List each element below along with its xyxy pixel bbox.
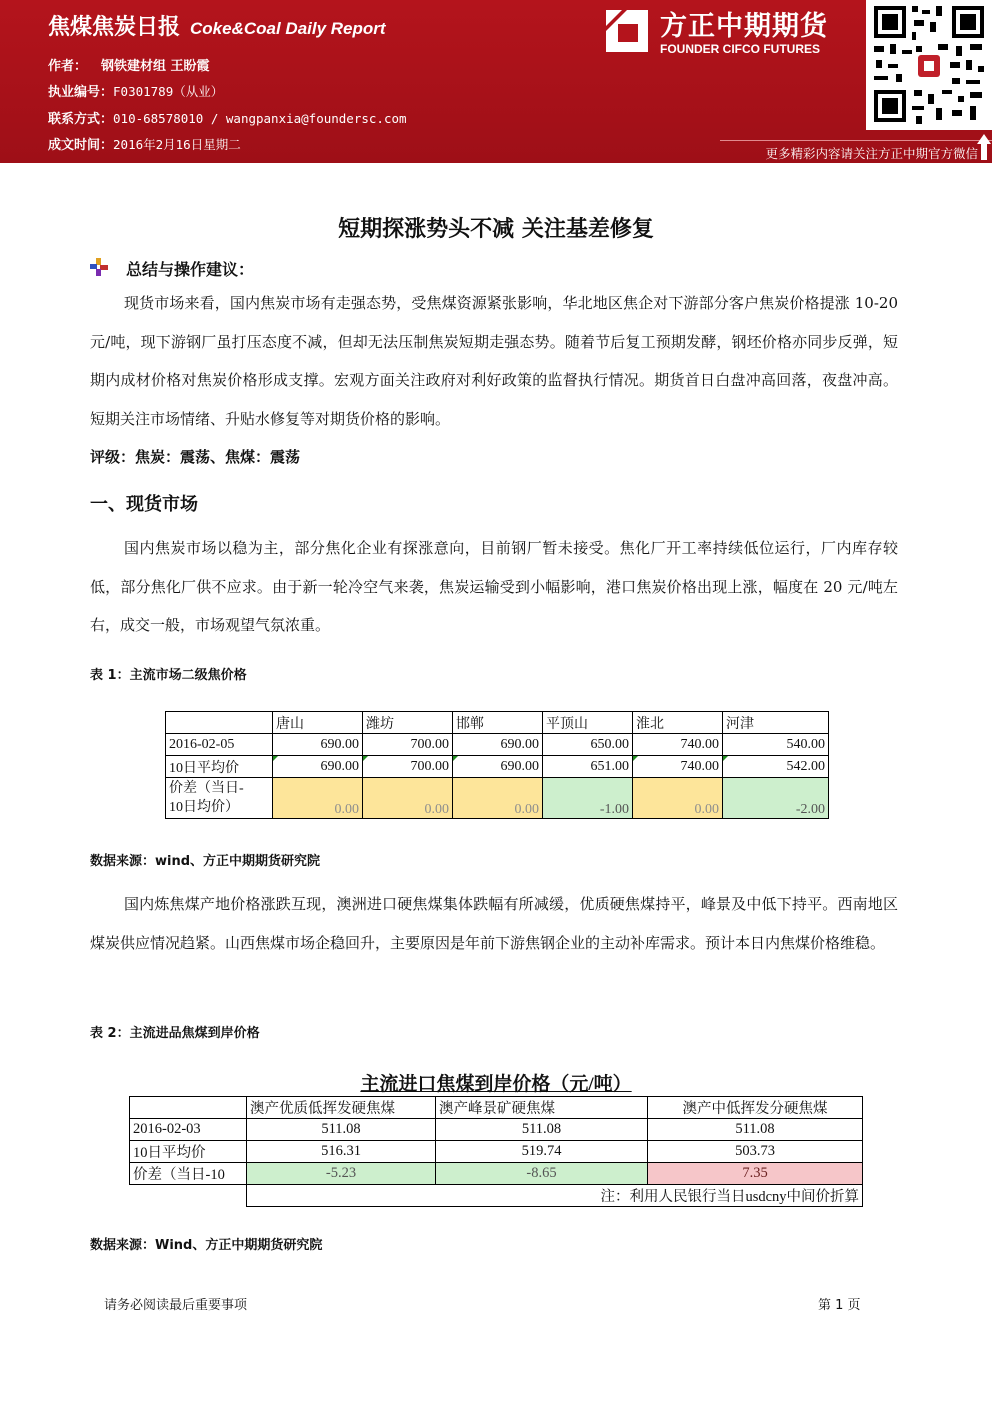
table-header-cell: [130, 1097, 247, 1119]
price-cell: 516.31: [247, 1141, 436, 1163]
table2-title: 主流进口焦煤到岸价格（元/吨）: [130, 1069, 863, 1097]
table-row: [130, 1119, 863, 1141]
table-header-cell: 邯郸: [453, 712, 543, 734]
coking-coal-paragraph: 国内炼焦煤产地价格涨跌互现，澳洲进口硬焦煤集体跌幅有所减缓，优质硬焦煤持平，峰景及中低下持平。西南地区煤炭供应情况趋紧。山西焦煤市场企稳回升，主要原因是年前下游焦钢企业的主动补库需求。预计本日内焦煤价格维稳。: [90, 895, 898, 952]
qr-code-icon: [866, 0, 992, 130]
price-cell: 740.00: [633, 734, 723, 756]
table-title-row: [130, 1069, 863, 1097]
follow-wechat-text: 更多精彩内容请关注方正中期官方微信: [765, 146, 978, 161]
table-row: [130, 1141, 863, 1163]
license-line: 执业编号：F0301789（从业）: [48, 84, 224, 100]
qr-code: [866, 0, 992, 130]
table-header-cell: 澳产中低挥发分硬焦煤: [648, 1097, 863, 1119]
table1-caption: 表 1：主流市场二级焦价格: [90, 668, 247, 683]
section-heading-spot-market: 一、现货市场: [90, 494, 198, 515]
diff-cell: 0.00: [453, 778, 543, 819]
diff-cell: -8.65: [436, 1163, 648, 1185]
price-cell: 700.00: [363, 756, 453, 778]
table2-note: 注：利用人民银行当日usdcny中间价折算: [247, 1185, 863, 1207]
price-cell: 690.00: [453, 734, 543, 756]
table2-caption: 表 2：主流进品焦煤到岸价格: [90, 1026, 260, 1041]
report-header: [0, 0, 992, 163]
spot-market-paragraph: 国内焦炭市场以稳为主，部分焦化企业有探涨意向，目前钢厂暂未接受。焦化厂开工率持续低位运行，厂内库存较低，部分焦化厂供不应求。由于新一轮冷空气来袭，焦炭运输受到小幅影响，港口焦炭价格出现上涨，幅度在 20 元/吨左右，成交一般，市场观望气氛浓重。: [90, 539, 898, 634]
arrow-up-icon: [976, 132, 992, 162]
diff-cell: -5.23: [247, 1163, 436, 1185]
date-value: 2016年2月16日星期二: [113, 137, 241, 152]
logo-text-cn: 方正中期期货: [660, 11, 828, 42]
summary-paragraph: 现货市场来看，国内焦炭市场有走强态势，受焦煤资源紧张影响，华北地区焦企对下游部分客户焦炭价格提涨 10-20 元/吨，现下游钢厂虽打压态度不减，但却无法压制焦炭短期走强态势。随着节后复工预期发酵，钢坯价格亦同步反弹，短期内成材价格对焦炭价格形成支撑。宏观方面关注政府对利好政策的监督执行情况。期货首日白盘冲高回落，夜盘冲高。短期关注市场情绪、升贴水修复等对期货价格的影响。: [90, 294, 898, 428]
price-cell: 650.00: [543, 734, 633, 756]
coke-price-table: [165, 711, 829, 819]
table-header-cell: 淮北: [633, 712, 723, 734]
table-header-row: [130, 1097, 863, 1119]
price-cell: 690.00: [273, 734, 363, 756]
table-header-cell: 河津: [723, 712, 829, 734]
price-cell: 690.00: [453, 756, 543, 778]
table2-source: 数据来源：Wind、方正中期期货研究院: [90, 1238, 323, 1253]
row-label: 10日平均价: [166, 756, 273, 778]
row-label: 2016-02-05: [166, 734, 273, 756]
founder-logo-icon: [604, 8, 650, 54]
footer-notice: 请务必阅读最后重要事项: [104, 1298, 248, 1313]
price-cell: 542.00: [723, 756, 829, 778]
license-value: F0301789（从业）: [113, 84, 224, 99]
table-header-cell: 澳产优质低挥发硬焦煤: [247, 1097, 436, 1119]
price-cell: 540.00: [723, 734, 829, 756]
table1-source: 数据来源：wind、方正中期期货研究院: [90, 854, 321, 869]
table-header-cell: 唐山: [273, 712, 363, 734]
logo-text-en: FOUNDER CIFCO FUTURES: [660, 42, 820, 56]
author-value: 钢铁建材组 王盼霞: [101, 59, 210, 74]
price-cell: 690.00: [273, 756, 363, 778]
row-label: 10日平均价: [130, 1141, 247, 1163]
diff-cell: -1.00: [543, 778, 633, 819]
price-cell: 519.74: [436, 1141, 648, 1163]
header-divider: [720, 140, 992, 141]
contact-value: 010-68578010 / wangpanxia@foundersc.com: [113, 111, 407, 126]
price-cell: 740.00: [633, 756, 723, 778]
price-cell: 511.08: [436, 1119, 648, 1141]
table-header-cell: [166, 712, 273, 734]
table-header-cell: 平顶山: [543, 712, 633, 734]
page-number: 第 1 页: [818, 1298, 861, 1313]
diff-cell: 0.00: [273, 778, 363, 819]
table-row: [166, 756, 829, 778]
contact-line: 联系方式：010-68578010 / wangpanxia@foundersc.com: [48, 111, 407, 127]
row-label: 2016-02-03: [130, 1119, 247, 1141]
table-row: [166, 734, 829, 756]
price-cell: 651.00: [543, 756, 633, 778]
table-header-cell: 潍坊: [363, 712, 453, 734]
rating-line: 评级：焦炭：震荡、焦煤：震荡: [90, 448, 301, 466]
table-note-row: [130, 1185, 863, 1207]
table-header-row: [166, 712, 829, 734]
diff-cell: -2.00: [723, 778, 829, 819]
summary-heading: 总结与操作建议：: [126, 260, 255, 279]
row-label: 价差（当日- 10日均价）: [166, 778, 273, 819]
price-cell: 511.08: [648, 1119, 863, 1141]
diff-cell: 0.00: [363, 778, 453, 819]
report-headline: 短期探涨势头不减 关注基差修复: [338, 216, 654, 242]
imported-coal-price-table: [129, 1069, 863, 1207]
price-cell: 511.08: [247, 1119, 436, 1141]
price-cell: 503.73: [648, 1141, 863, 1163]
report-title-bar: [48, 10, 386, 41]
row-label: 价差（当日-10: [130, 1163, 247, 1185]
table-row: [130, 1163, 863, 1185]
date-line: 成文时间：2016年2月16日星期二: [48, 137, 241, 153]
table-row: [166, 778, 829, 819]
price-cell: 700.00: [363, 734, 453, 756]
report-title-en: Coke&Coal Daily Report: [190, 19, 386, 38]
author-line: 作者： 钢铁建材组 王盼霞: [48, 59, 210, 74]
section-bullet-icon: [90, 258, 108, 276]
report-title-cn: 焦煤焦炭日报: [48, 15, 181, 40]
diff-cell: 7.35: [648, 1163, 863, 1185]
diff-cell: 0.00: [633, 778, 723, 819]
table-header-cell: 澳产峰景矿硬焦煤: [436, 1097, 648, 1119]
company-logo: [602, 4, 866, 64]
